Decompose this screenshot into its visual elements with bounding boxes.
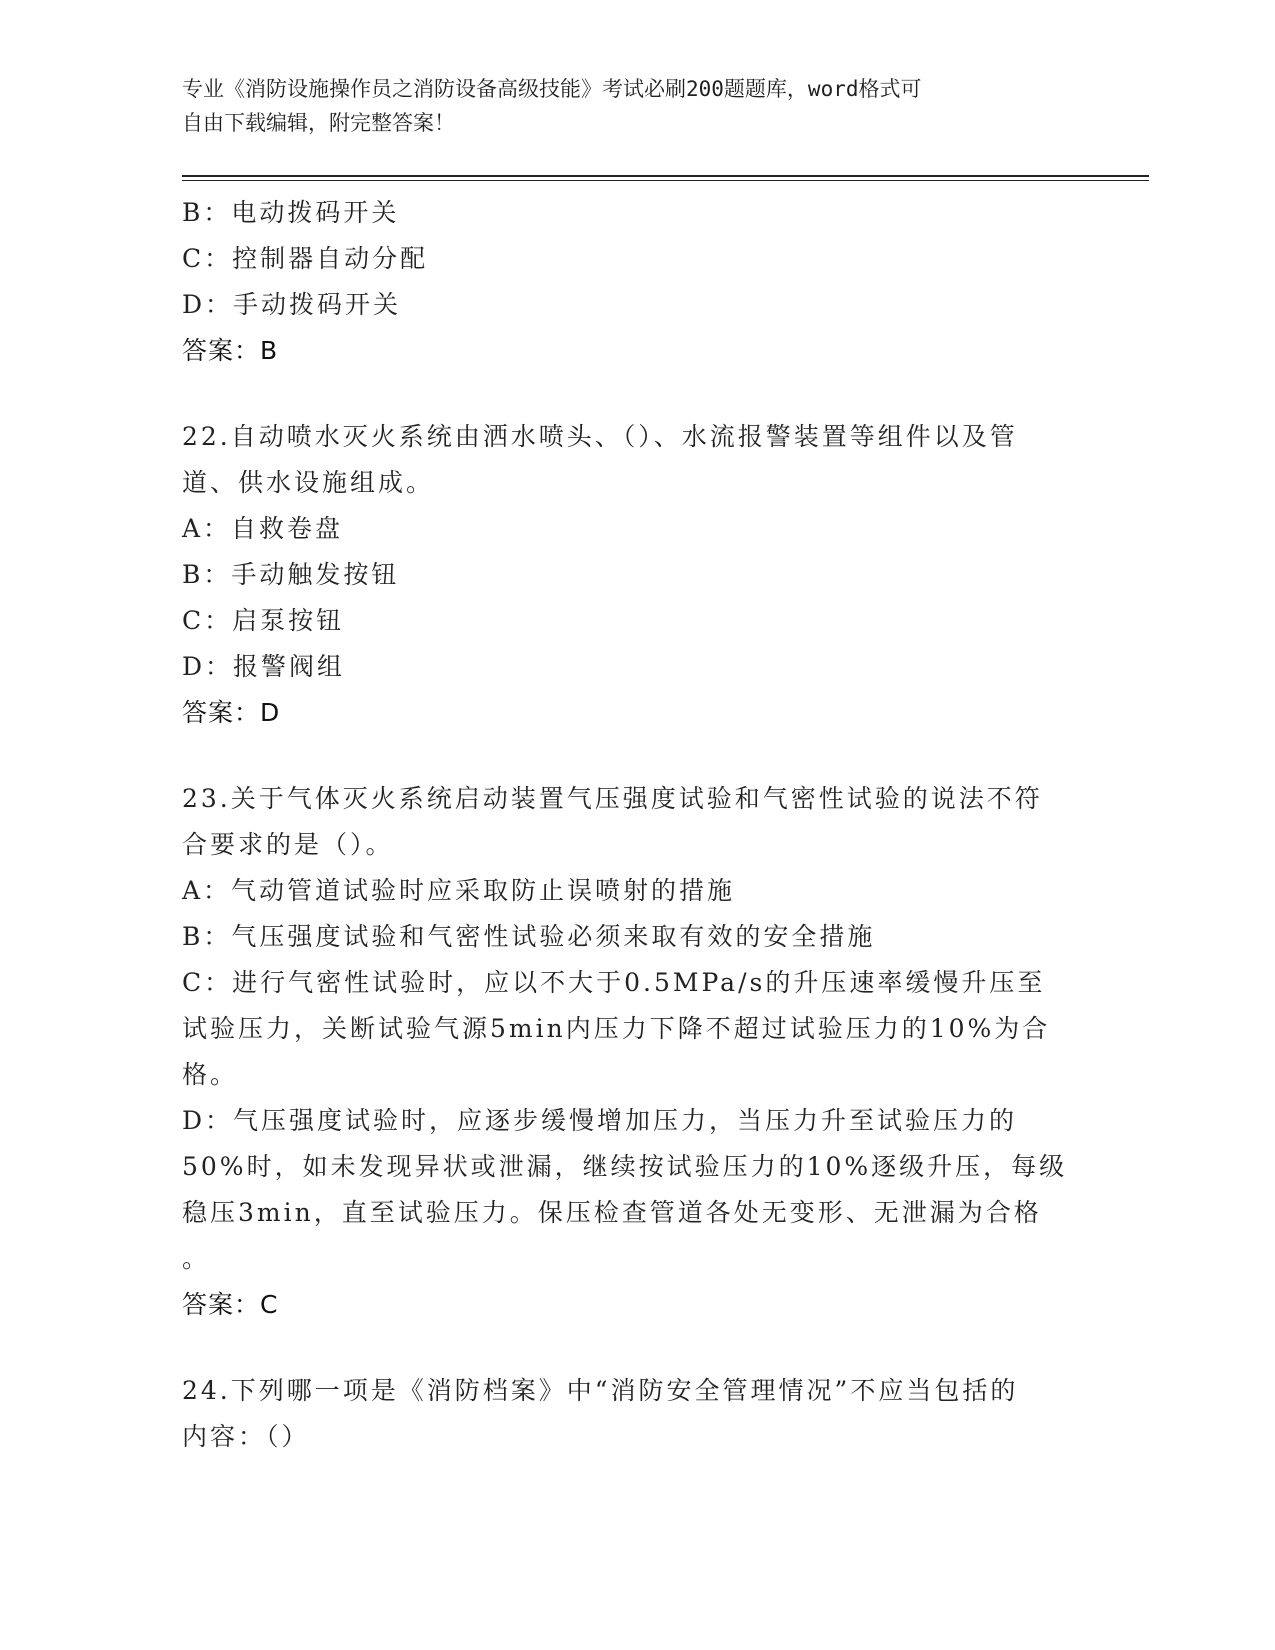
question-22 [182, 414, 1082, 736]
question-21-tail [182, 190, 1082, 374]
question-23 [182, 776, 1082, 1328]
option-a: A：气动管道试验时应采取防止误喷射的措施 [182, 876, 736, 905]
option-c-line-3: 格。 [182, 1060, 239, 1089]
answer-line: 答案：B [182, 336, 279, 365]
answer-line: 答案：D [182, 698, 281, 727]
answer-line: 答案：C [182, 1290, 279, 1319]
option-c: C：控制器自动分配 [182, 244, 429, 273]
option-b: B：电动拨码开关 [182, 198, 400, 227]
header-title-line-1: 专业《消防设施操作员之消防设备高级技能》考试必刷200题题库，word格式可 [182, 77, 922, 101]
question-stem-line-2: 合要求的是（）。 [182, 830, 394, 859]
question-stem-line-1: 24.下列哪一项是《消防档案》中“消防安全管理情况”不应当包括的 [182, 1376, 1019, 1405]
option-d-line-4: 。 [182, 1244, 211, 1273]
question-stem-line-2: 内容：（） [182, 1422, 310, 1451]
option-d: D：手动拨码开关 [182, 290, 402, 319]
header-title-line-2: 自由下载编辑，附完整答案！ [182, 111, 455, 135]
option-d: D：报警阀组 [182, 652, 346, 681]
option-d-line-3: 稳压3min，直至试验压力。保压检查管道各处无变形、无泄漏为合格 [182, 1198, 1042, 1227]
header-divider-thick [182, 175, 1149, 177]
question-gap [182, 374, 1082, 414]
option-d-line-1: D：气压强度试验时，应逐步缓慢增加压力，当压力升至试验压力的 [182, 1106, 1018, 1135]
option-a: A：自救卷盘 [182, 514, 344, 543]
header-divider-thin [182, 180, 1149, 181]
question-stem-line-2: 道、供水设施组成。 [182, 468, 435, 497]
option-d-line-2: 50%时，如未发现异状或泄漏，继续按试验压力的10%逐级升压，每级 [182, 1152, 1068, 1181]
page-header [182, 72, 1062, 140]
question-stem-line-1: 22.自动喷水灭火系统由洒水喷头、（）、水流报警装置等组件以及管 [182, 422, 1018, 451]
option-c-line-2: 试验压力，关断试验气源5min内压力下降不超过试验压力的10%为合 [182, 1014, 1051, 1043]
question-content [182, 190, 1082, 1460]
question-stem-line-1: 23.关于气体灭火系统启动装置气压强度试验和气密性试验的说法不符 [182, 784, 1043, 813]
option-c: C：启泵按钮 [182, 606, 345, 635]
question-gap [182, 1328, 1082, 1368]
question-gap [182, 736, 1082, 776]
option-b: B：气压强度试验和气密性试验必须来取有效的安全措施 [182, 922, 876, 951]
option-c-line-1: C：进行气密性试验时，应以不大于0.5MPa/s的升压速率缓慢升压至 [182, 968, 1046, 997]
question-24 [182, 1368, 1082, 1460]
option-b: B：手动触发按钮 [182, 560, 400, 589]
